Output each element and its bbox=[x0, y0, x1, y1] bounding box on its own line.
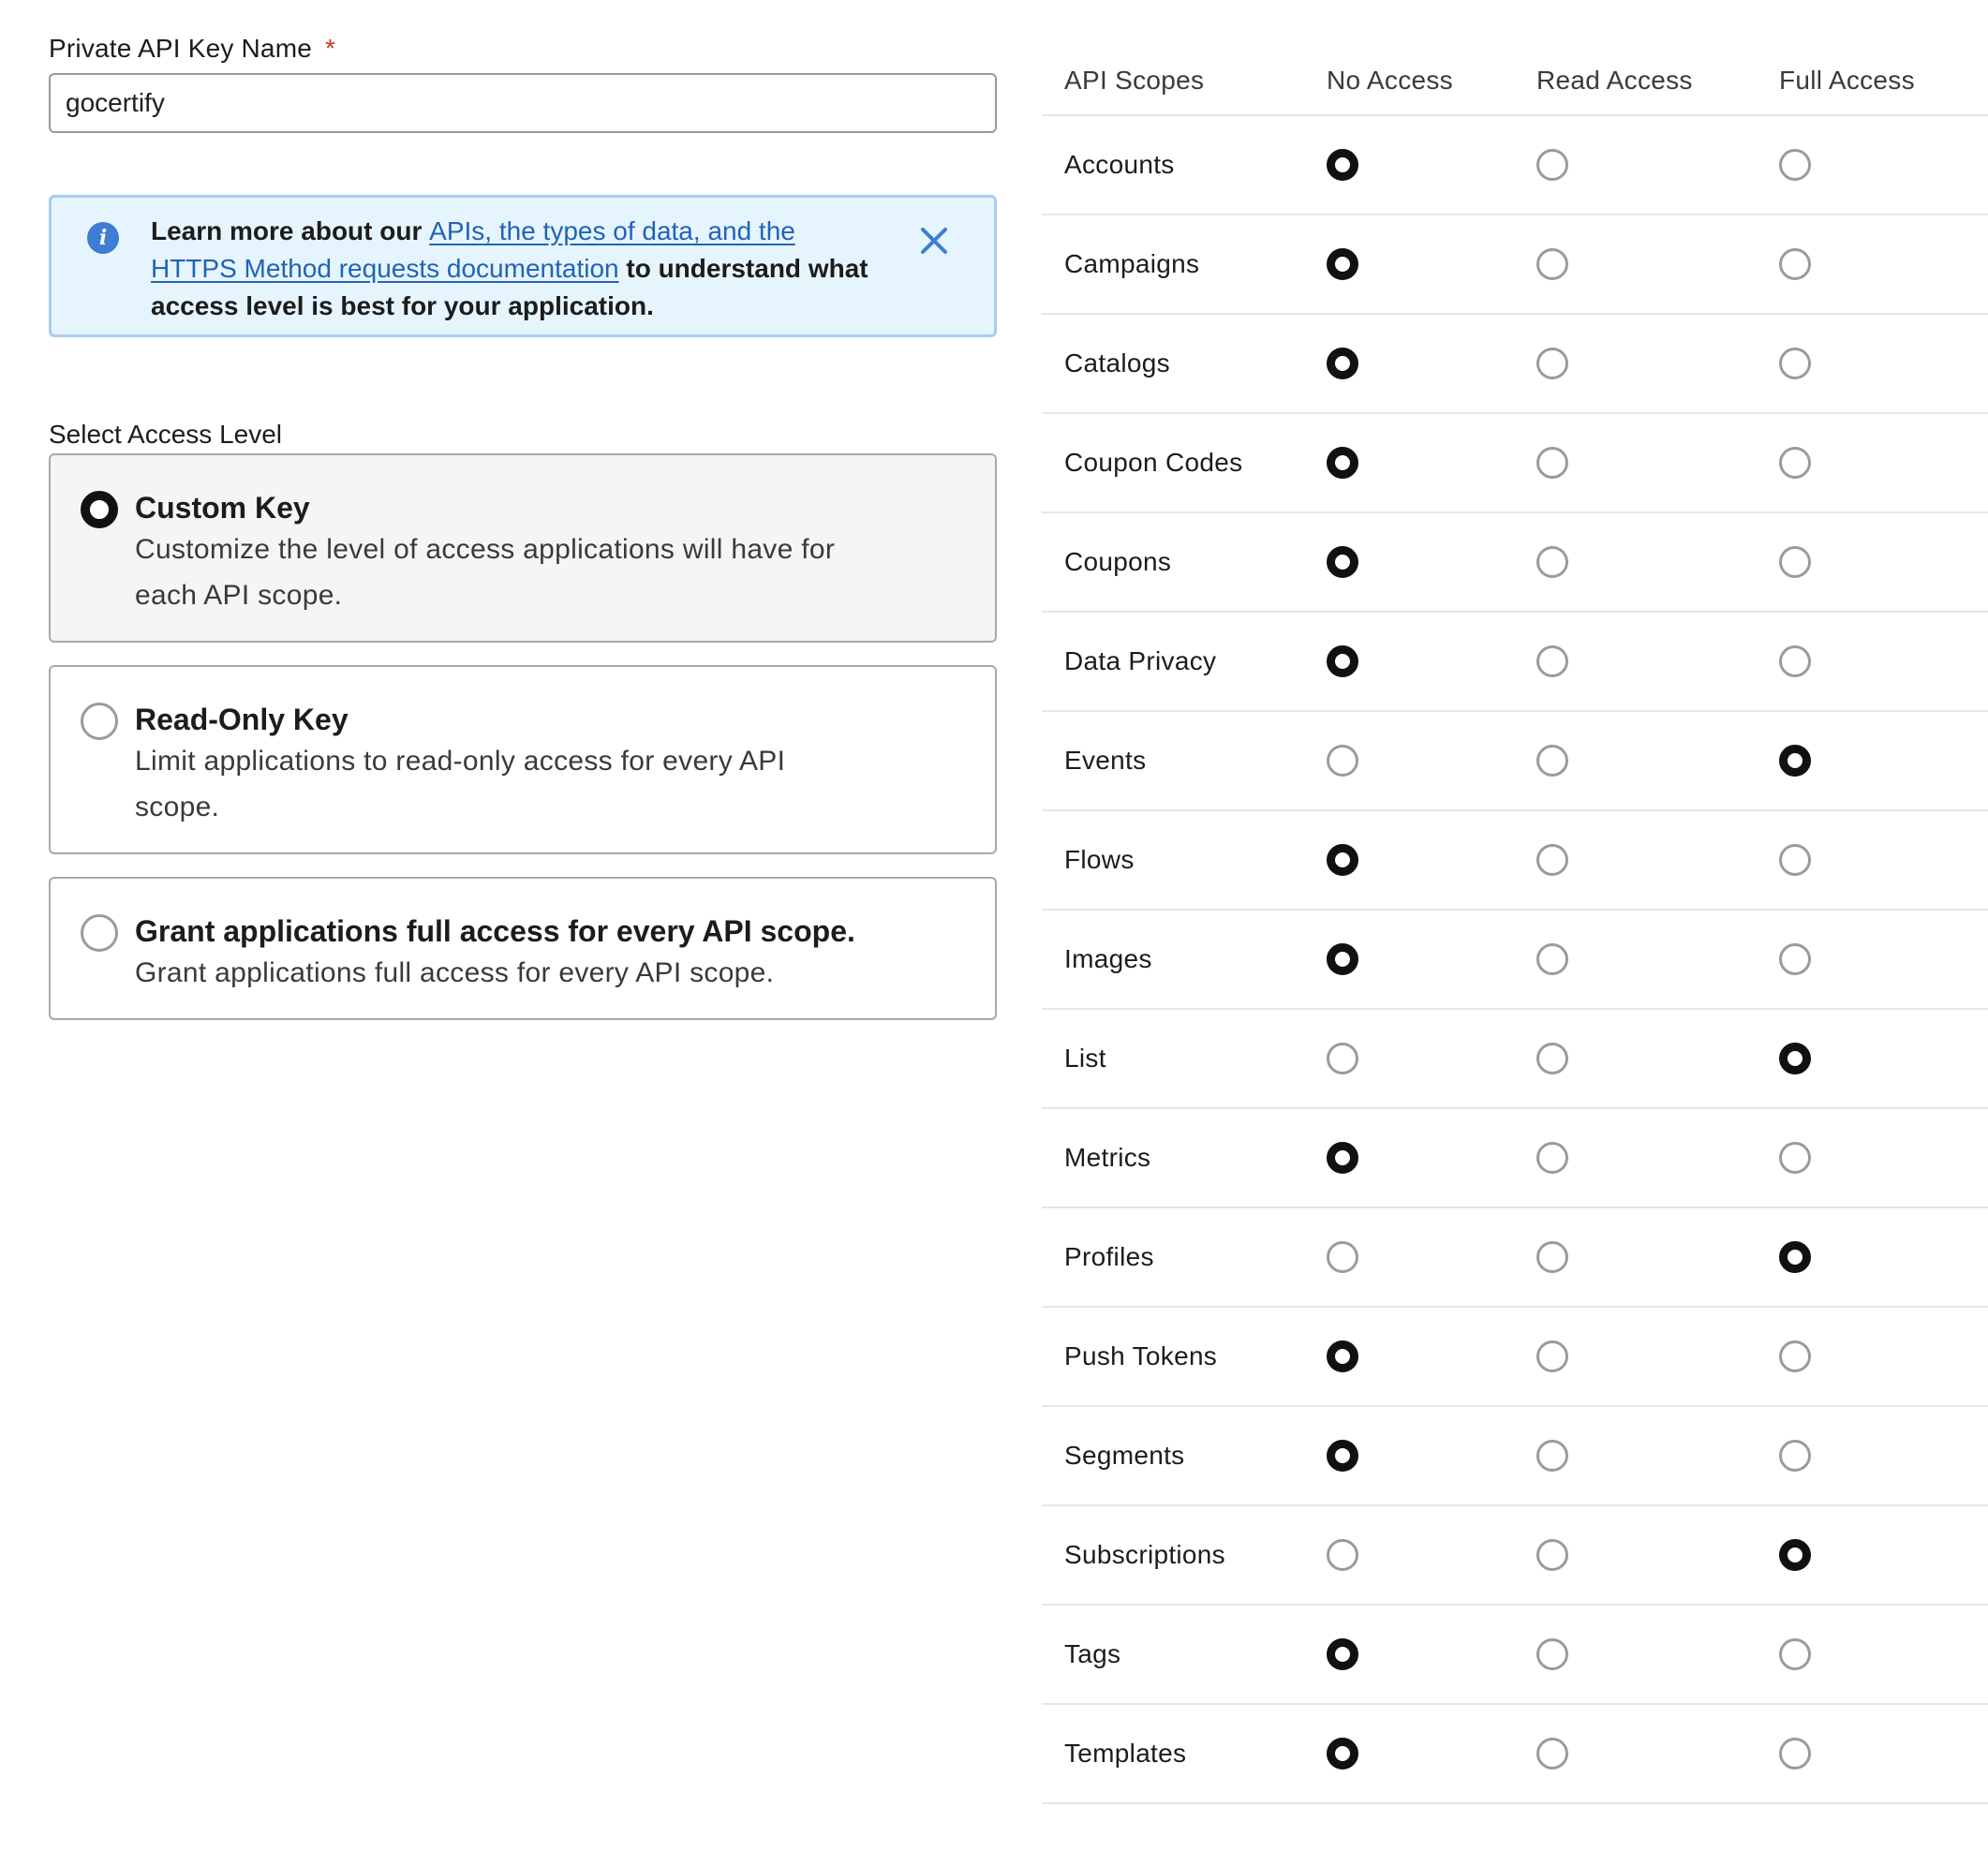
scope-radio-full[interactable] bbox=[1779, 546, 1811, 578]
option-title: Read-Only Key bbox=[135, 703, 349, 736]
option-title: Custom Key bbox=[135, 491, 310, 525]
scope-radio-none[interactable] bbox=[1327, 943, 1358, 975]
option-radio[interactable] bbox=[81, 491, 118, 528]
scope-cell-full bbox=[1766, 645, 1988, 677]
scope-cell-none bbox=[1313, 1241, 1523, 1273]
scope-radio-read[interactable] bbox=[1536, 348, 1568, 379]
scope-name: Subscriptions bbox=[1064, 1540, 1225, 1569]
scope-cell-read bbox=[1523, 1440, 1766, 1472]
scope-cell-full bbox=[1766, 1241, 1988, 1273]
scope-radio-full[interactable] bbox=[1779, 1241, 1811, 1273]
header-no-access: No Access bbox=[1327, 66, 1453, 95]
scope-name: Catalogs bbox=[1064, 348, 1170, 378]
scope-name: Segments bbox=[1064, 1441, 1185, 1470]
key-settings-column bbox=[49, 30, 997, 1020]
scope-name: Events bbox=[1064, 746, 1147, 775]
scope-cell-none bbox=[1313, 1340, 1523, 1372]
scope-name: Flows bbox=[1064, 845, 1135, 874]
scope-radio-read[interactable] bbox=[1536, 745, 1568, 777]
scope-cell-read bbox=[1523, 348, 1766, 379]
scope-radio-read[interactable] bbox=[1536, 943, 1568, 975]
scope-radio-read[interactable] bbox=[1536, 1638, 1568, 1670]
scopes-table-header bbox=[1042, 47, 1988, 116]
table-row bbox=[1042, 1705, 1988, 1804]
required-asterisk: * bbox=[325, 34, 336, 63]
scope-cell-none bbox=[1313, 1440, 1523, 1472]
option-desc-line1: Customize the level of access applications will have for bbox=[135, 534, 836, 565]
scope-radio-none[interactable] bbox=[1327, 447, 1358, 479]
scope-name: List bbox=[1064, 1044, 1106, 1073]
option-read-only-key[interactable] bbox=[49, 665, 997, 854]
table-row bbox=[1042, 116, 1988, 215]
scope-cell-read bbox=[1523, 248, 1766, 280]
scope-name: Campaigns bbox=[1064, 249, 1200, 278]
scope-name: Push Tokens bbox=[1064, 1341, 1218, 1370]
scope-cell-none bbox=[1313, 645, 1523, 677]
scope-cell-read bbox=[1523, 1340, 1766, 1372]
scope-cell-none bbox=[1313, 1738, 1523, 1770]
scope-cell-none bbox=[1313, 348, 1523, 379]
scope-cell-full bbox=[1766, 546, 1988, 578]
scope-cell-full bbox=[1766, 1638, 1988, 1670]
scope-radio-read[interactable] bbox=[1536, 844, 1568, 876]
scope-cell-read bbox=[1523, 546, 1766, 578]
option-desc-line2: scope. bbox=[135, 792, 220, 822]
scope-cell-none bbox=[1313, 1539, 1523, 1571]
option-desc-line1: Grant applications full access for every API scope. bbox=[135, 957, 775, 988]
scope-name: Coupons bbox=[1064, 547, 1172, 576]
scope-radio-none[interactable] bbox=[1327, 844, 1358, 876]
scope-cell-none bbox=[1313, 1142, 1523, 1174]
option-title: Grant applications full access for every API scope. bbox=[135, 914, 855, 948]
scope-cell-none bbox=[1313, 943, 1523, 975]
scope-cell-none bbox=[1313, 447, 1523, 479]
scope-cell-none bbox=[1313, 745, 1523, 777]
scope-radio-none[interactable] bbox=[1327, 1142, 1358, 1174]
scope-cell-none bbox=[1313, 1638, 1523, 1670]
scope-radio-none[interactable] bbox=[1327, 1539, 1358, 1571]
header-read-access: Read Access bbox=[1536, 66, 1693, 95]
option-desc-line2: each API scope. bbox=[135, 580, 343, 611]
scope-radio-full[interactable] bbox=[1779, 1440, 1811, 1472]
scope-cell-full bbox=[1766, 447, 1988, 479]
docs-link-line1[interactable]: APIs, the types of data, and the bbox=[429, 216, 795, 245]
option-desc-line1: Limit applications to read-only access for every API bbox=[135, 746, 786, 777]
scope-radio-none[interactable] bbox=[1327, 1241, 1358, 1273]
scope-radio-full[interactable] bbox=[1779, 1043, 1811, 1074]
scope-cell-full bbox=[1766, 149, 1988, 181]
scope-radio-full[interactable] bbox=[1779, 1738, 1811, 1770]
scope-radio-full[interactable] bbox=[1779, 1539, 1811, 1571]
option-radio[interactable] bbox=[81, 703, 118, 740]
scope-radio-full[interactable] bbox=[1779, 1142, 1811, 1174]
scope-radio-read[interactable] bbox=[1536, 447, 1568, 479]
scope-cell-read bbox=[1523, 447, 1766, 479]
info-tail-text: to understand what access level is best for your application. bbox=[151, 254, 868, 320]
scope-cell-read bbox=[1523, 1638, 1766, 1670]
scope-cell-full bbox=[1766, 1539, 1988, 1571]
table-row bbox=[1042, 911, 1988, 1010]
table-row bbox=[1042, 712, 1988, 811]
scope-cell-read bbox=[1523, 1738, 1766, 1770]
scope-cell-read bbox=[1523, 1043, 1766, 1074]
scope-name: Images bbox=[1064, 944, 1152, 973]
scope-radio-read[interactable] bbox=[1536, 645, 1568, 677]
scope-radio-none[interactable] bbox=[1327, 645, 1358, 677]
scope-cell-full bbox=[1766, 745, 1988, 777]
scope-cell-read bbox=[1523, 745, 1766, 777]
scope-cell-none bbox=[1313, 844, 1523, 876]
scope-name: Coupon Codes bbox=[1064, 448, 1243, 477]
scope-radio-read[interactable] bbox=[1536, 149, 1568, 181]
table-row bbox=[1042, 613, 1988, 712]
table-row bbox=[1042, 1506, 1988, 1606]
scope-name: Templates bbox=[1064, 1739, 1187, 1768]
scope-cell-full bbox=[1766, 943, 1988, 975]
header-full-access: Full Access bbox=[1779, 66, 1915, 95]
scope-radio-full[interactable] bbox=[1779, 348, 1811, 379]
scope-radio-read[interactable] bbox=[1536, 1440, 1568, 1472]
scope-name: Profiles bbox=[1064, 1242, 1154, 1271]
scope-radio-none[interactable] bbox=[1327, 745, 1358, 777]
option-full-access-key[interactable] bbox=[49, 877, 997, 1020]
option-custom-key[interactable] bbox=[49, 453, 997, 643]
info-icon: i bbox=[87, 222, 119, 254]
scope-radio-full[interactable] bbox=[1779, 149, 1811, 181]
scope-cell-none bbox=[1313, 546, 1523, 578]
table-row bbox=[1042, 215, 1988, 315]
scope-radio-none[interactable] bbox=[1327, 348, 1358, 379]
scope-cell-read bbox=[1523, 844, 1766, 876]
scope-radio-full[interactable] bbox=[1779, 844, 1811, 876]
close-icon[interactable] bbox=[915, 222, 953, 259]
scope-cell-full bbox=[1766, 1043, 1988, 1074]
info-lead-text: Learn more about our bbox=[151, 216, 430, 245]
scope-name: Data Privacy bbox=[1064, 646, 1217, 675]
table-row bbox=[1042, 1407, 1988, 1506]
scope-name: Metrics bbox=[1064, 1143, 1151, 1172]
scope-radio-full[interactable] bbox=[1779, 248, 1811, 280]
table-row bbox=[1042, 315, 1988, 414]
scope-radio-none[interactable] bbox=[1327, 1638, 1358, 1670]
scope-radio-read[interactable] bbox=[1536, 248, 1568, 280]
docs-link-line2[interactable]: HTTPS Method requests documentation bbox=[151, 254, 619, 283]
scope-cell-full bbox=[1766, 348, 1988, 379]
key-name-label-text: Private API Key Name bbox=[49, 34, 313, 63]
scope-cell-read bbox=[1523, 645, 1766, 677]
scope-cell-read bbox=[1523, 1539, 1766, 1571]
table-row bbox=[1042, 1010, 1988, 1109]
scope-radio-full[interactable] bbox=[1779, 943, 1811, 975]
scope-radio-read[interactable] bbox=[1536, 1241, 1568, 1273]
scope-rows bbox=[1042, 116, 1988, 1804]
table-row bbox=[1042, 811, 1988, 911]
key-name-label bbox=[49, 30, 997, 67]
scope-cell-none bbox=[1313, 1043, 1523, 1074]
scope-radio-full[interactable] bbox=[1779, 745, 1811, 777]
scope-cell-none bbox=[1313, 248, 1523, 280]
scope-name: Tags bbox=[1064, 1639, 1121, 1668]
scope-radio-read[interactable] bbox=[1536, 1043, 1568, 1074]
scope-radio-read[interactable] bbox=[1536, 1539, 1568, 1571]
scope-cell-full bbox=[1766, 1340, 1988, 1372]
key-name-input[interactable] bbox=[49, 73, 997, 133]
scope-cell-full bbox=[1766, 1440, 1988, 1472]
scopes-table bbox=[1042, 47, 1988, 1804]
scope-radio-read[interactable] bbox=[1536, 546, 1568, 578]
scope-radio-full[interactable] bbox=[1779, 1340, 1811, 1372]
scope-cell-full bbox=[1766, 1738, 1988, 1770]
scope-radio-none[interactable] bbox=[1327, 149, 1358, 181]
scope-name: Accounts bbox=[1064, 150, 1175, 179]
access-level-label: Select Access Level bbox=[49, 420, 283, 449]
scope-cell-read bbox=[1523, 1142, 1766, 1174]
scope-radio-read[interactable] bbox=[1536, 1142, 1568, 1174]
scope-cell-read bbox=[1523, 149, 1766, 181]
scope-cell-read bbox=[1523, 943, 1766, 975]
scope-radio-full[interactable] bbox=[1779, 645, 1811, 677]
scope-cell-full bbox=[1766, 1142, 1988, 1174]
header-api-scopes: API Scopes bbox=[1064, 66, 1205, 95]
scope-radio-read[interactable] bbox=[1536, 1738, 1568, 1770]
table-row bbox=[1042, 513, 1988, 613]
scope-radio-none[interactable] bbox=[1327, 1738, 1358, 1770]
scope-cell-none bbox=[1313, 149, 1523, 181]
scope-cell-full bbox=[1766, 248, 1988, 280]
scope-cell-read bbox=[1523, 1241, 1766, 1273]
scope-radio-full[interactable] bbox=[1779, 1638, 1811, 1670]
table-row bbox=[1042, 414, 1988, 513]
scope-radio-read[interactable] bbox=[1536, 1340, 1568, 1372]
table-row bbox=[1042, 1208, 1988, 1308]
scope-radio-full[interactable] bbox=[1779, 447, 1811, 479]
table-row bbox=[1042, 1308, 1988, 1407]
info-banner bbox=[49, 195, 997, 337]
scope-radio-none[interactable] bbox=[1327, 248, 1358, 280]
scope-radio-none[interactable] bbox=[1327, 546, 1358, 578]
table-row bbox=[1042, 1109, 1988, 1208]
scope-cell-full bbox=[1766, 844, 1988, 876]
option-radio[interactable] bbox=[81, 914, 118, 952]
access-level-options bbox=[49, 453, 997, 1020]
scope-radio-none[interactable] bbox=[1327, 1043, 1358, 1074]
table-row bbox=[1042, 1606, 1988, 1705]
scope-radio-none[interactable] bbox=[1327, 1440, 1358, 1472]
scope-radio-none[interactable] bbox=[1327, 1340, 1358, 1372]
